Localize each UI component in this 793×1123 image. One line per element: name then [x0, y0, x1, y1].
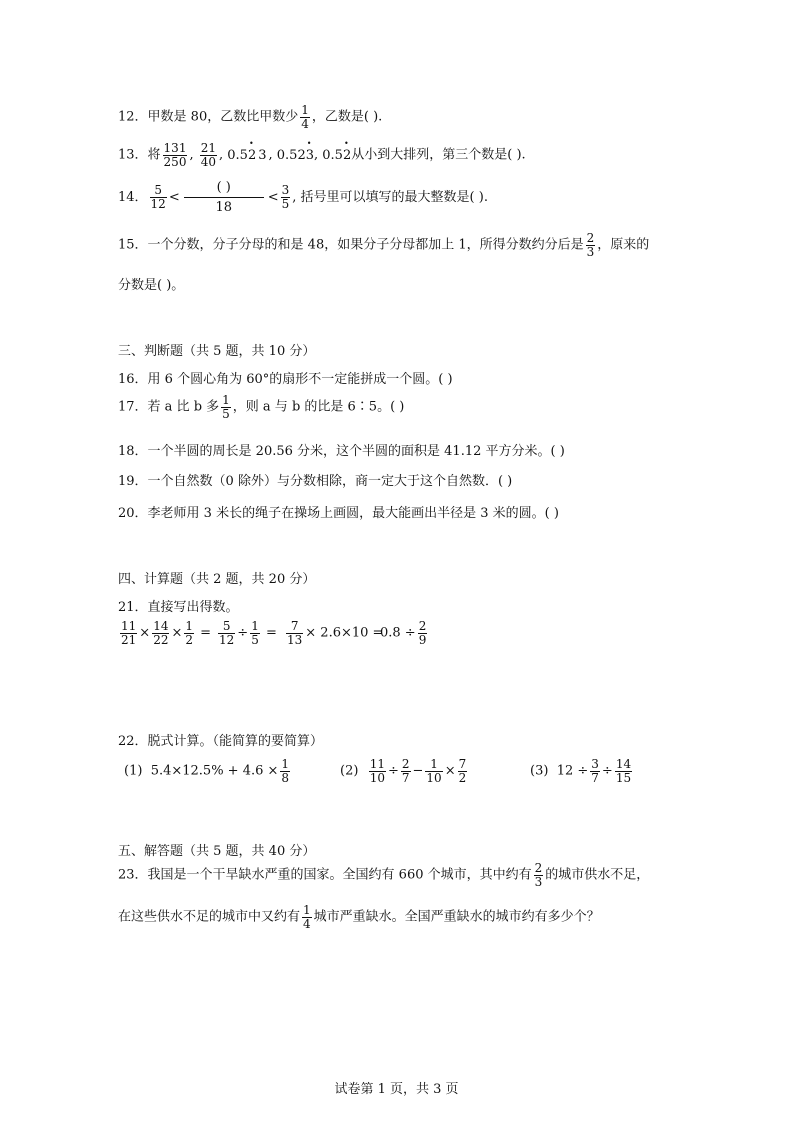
question-15: 15．一个分数，分子分母的和是 48，如果分子分母都加上 1，所得分数约分后是 $\frac{2}{3}$ ，原来的 — [118, 231, 650, 259]
q13-decimal-2: 0.52• 3 — [277, 148, 314, 163]
question-13: 13．将 $\frac{131}{250}$ , $\frac{21}{40}$ , 0.5• 23, 0.52• 3, 0.5• 2从小到大排列，第三个数是( ). — [118, 142, 526, 168]
q14-blank-fraction: ( ) 18 — [184, 180, 264, 215]
q15-fraction: $\frac{2}{3}$ — [586, 231, 595, 259]
question-16: 16．用 6 个圆心角为 60°的扇形不一定能拼成一个圆。( ) — [118, 372, 453, 387]
q13-decimal-1: 0.5• 23 — [227, 148, 268, 163]
q13-fraction-2: $\frac{21}{40}$ — [200, 141, 216, 169]
question-14: 14． $\frac{5}{12}$ < ( ) 18 < $\frac{3}{5}$ , 括号里可以填写的最大整数是( ). — [118, 180, 488, 215]
section-5-title: 五、解答题（共 5 题，共 40 分） — [118, 844, 316, 859]
q13-fraction-1: $\frac{131}{250}$ — [163, 141, 187, 169]
question-21: 21．直接写出得数。 — [118, 600, 239, 615]
q12-fraction: $\frac{1}{4}$ — [301, 103, 309, 131]
q12-text-a: 12．甲数是 80，乙数比甲数少 — [118, 109, 299, 125]
q17-fraction: $\frac{1}{5}$ — [222, 393, 230, 421]
q12-text-b: ，乙数是( ). — [311, 109, 383, 125]
q14-fraction-2: $\frac{3}{5}$ — [281, 183, 290, 211]
section-4-title: 四、计算题（共 2 题，共 20 分） — [118, 572, 316, 587]
q22-item-3: (3) 12 ÷ $\frac{3}{7}$ ÷ $\frac{14}{15}$ — [530, 757, 632, 785]
question-19: 19．一个自然数（0 除外）与分数相除，商一定大于这个自然数．( ) — [118, 474, 513, 489]
q21-item-3: $\frac{7}{13}$ × 2.6×10 = — [287, 619, 384, 647]
q14-fraction-1: $\frac{5}{12}$ — [150, 183, 166, 211]
q13-decimal-3: 0.5• 2 — [322, 148, 351, 163]
question-20: 20．李老师用 3 米长的绳子在操场上画圆，最大能画出半径是 3 米的圆。( ) — [118, 506, 559, 521]
question-23-line-2: 在这些供水不足的城市中又约有 $\frac{1}{4}$ 城市严重缺水。全国严重缺水的城市约有多少个？ — [118, 903, 600, 931]
q22-item-1: (1) 5.4×12.5% + 4.6 × $\frac{1}{8}$ — [124, 757, 290, 785]
q21-item-4: 0.8 ÷ $\frac{2}{9}$ — [380, 619, 427, 647]
q21-item-2: $\frac{5}{12}$ ÷ $\frac{1}{5}$ = — [219, 619, 277, 647]
q21-item-1: $\frac{11}{21}$ × $\frac{14}{22}$ × $\frac{1}{2}$ = — [121, 619, 212, 647]
question-12 — [118, 104, 382, 130]
page-footer: 试卷第 1 页，共 3 页 — [334, 1082, 459, 1097]
question-22: 22．脱式计算。（能简算的要简算） — [118, 734, 324, 749]
section-3-title: 三、判断题（共 5 题，共 10 分） — [118, 344, 316, 359]
q22-item-2: (2) $\frac{11}{10}$ ÷ $\frac{2}{7}$ − $\frac{1}{10}$ × $\frac{7}{2}$ — [340, 757, 467, 785]
question-23: 23．我国是一个干旱缺水严重的国家。全国约有 660 个城市，其中约有 $\frac{2}{3}$ 的城市供水不足， — [118, 861, 650, 889]
question-15-line-2: 分数是( )。 — [118, 278, 185, 293]
question-18: 18．一个半圆的周长是 20.56 分米，这个半圆的面积是 41.12 平方分米。( ) — [118, 444, 565, 459]
question-17: 17．若 a 比 b 多 $\frac{1}{5}$ ，则 a 与 b 的比是 6∶5。( ) — [118, 393, 405, 421]
